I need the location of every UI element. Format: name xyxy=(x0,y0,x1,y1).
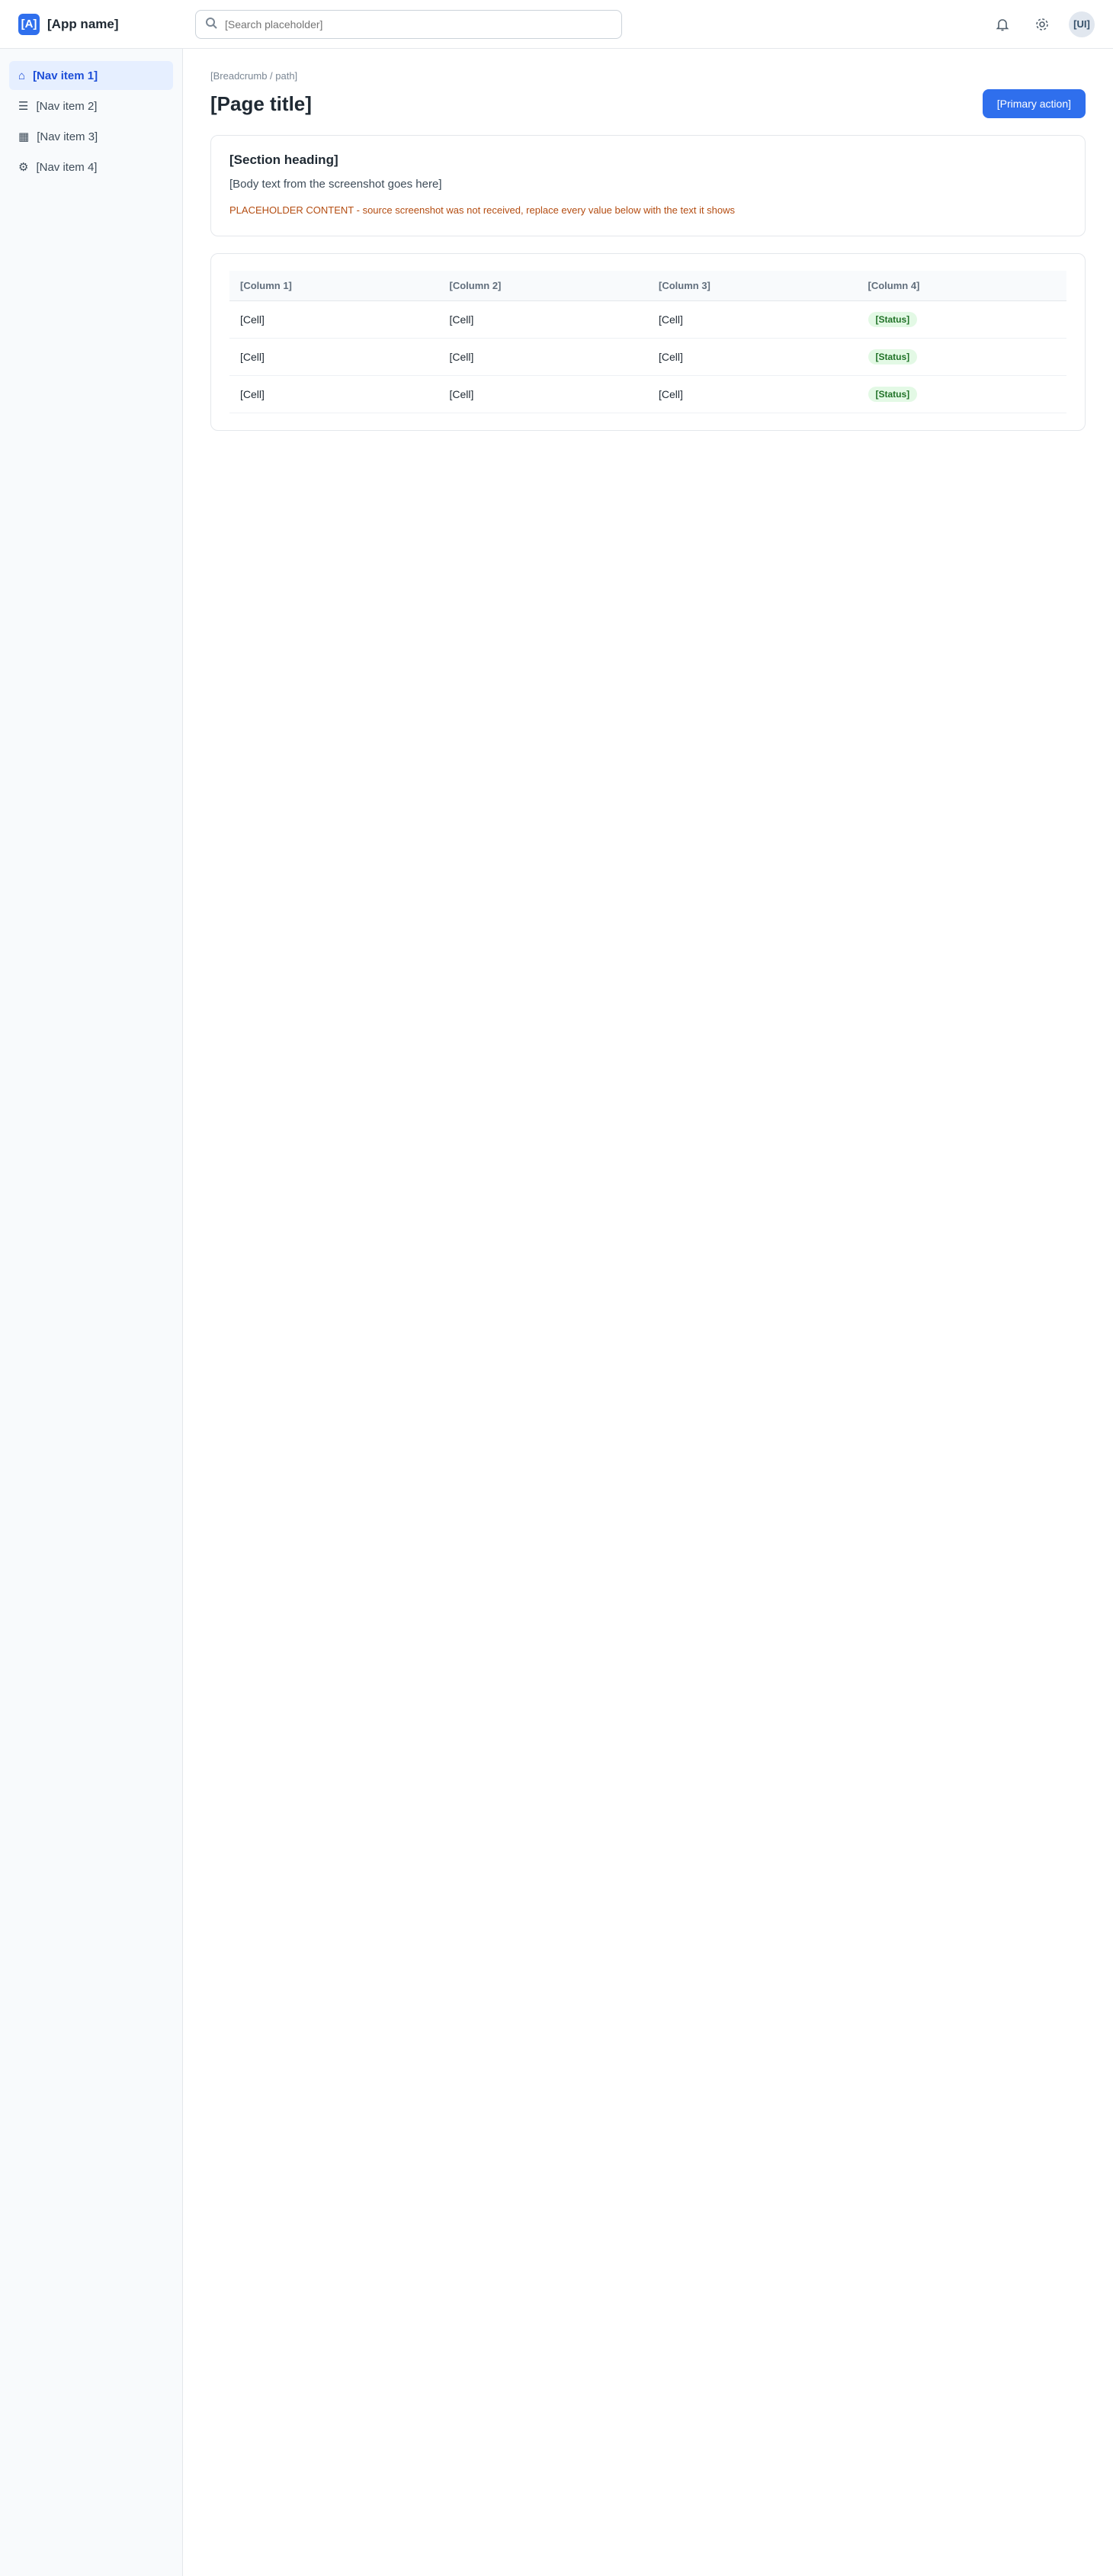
breadcrumb[interactable]: [Breadcrumb / path] xyxy=(210,70,298,82)
placeholder-notice: PLACEHOLDER CONTENT - source screenshot was not received, replace every value below with the text it shows xyxy=(229,204,736,216)
avatar[interactable]: [UI] xyxy=(1069,11,1095,37)
table-row[interactable] xyxy=(229,300,1066,338)
sidebar-item-label: [Nav item 2] xyxy=(36,99,98,113)
header-actions xyxy=(990,11,1095,37)
sidebar-item-4[interactable] xyxy=(9,153,173,181)
column-header[interactable]: [Column 1] xyxy=(229,271,439,301)
table-row[interactable] xyxy=(229,375,1066,413)
brand[interactable] xyxy=(18,14,183,35)
search-icon xyxy=(205,17,217,32)
sidebar-item-3[interactable] xyxy=(9,122,173,151)
column-header[interactable]: [Column 2] xyxy=(439,271,649,301)
sidebar-item-1[interactable] xyxy=(9,61,173,90)
primary-action-button[interactable]: [Primary action] xyxy=(983,89,1086,118)
table-cell xyxy=(858,300,1067,338)
table-cell xyxy=(858,338,1067,375)
sidebar-item-2[interactable] xyxy=(9,92,173,120)
panel-heading: [Section heading] xyxy=(229,153,338,167)
table-panel xyxy=(210,253,1086,431)
table-cell: [Cell] xyxy=(229,338,439,375)
sidebar-item-label: [Nav item 1] xyxy=(33,69,98,82)
panel-body: [Body text from the screenshot goes here] xyxy=(229,178,442,191)
app-shell xyxy=(0,49,1113,2576)
table-row[interactable] xyxy=(229,338,1066,375)
table-cell: [Cell] xyxy=(439,300,649,338)
status-badge: [Status] xyxy=(868,349,918,365)
table-cell xyxy=(858,375,1067,413)
status-badge: [Status] xyxy=(868,387,918,402)
gear-icon[interactable] xyxy=(1029,11,1055,37)
info-panel xyxy=(210,135,1086,236)
gear-icon: ⚙ xyxy=(18,161,29,174)
table-cell: [Cell] xyxy=(229,300,439,338)
sidebar xyxy=(0,49,183,2576)
table-header-row xyxy=(229,271,1066,301)
home-icon: ⌂ xyxy=(18,69,26,82)
table-cell: [Cell] xyxy=(648,375,858,413)
bell-icon[interactable] xyxy=(990,11,1015,37)
status-badge: [Status] xyxy=(868,312,918,327)
table-cell: [Cell] xyxy=(439,375,649,413)
column-header[interactable]: [Column 3] xyxy=(648,271,858,301)
table-cell: [Cell] xyxy=(648,300,858,338)
table-cell: [Cell] xyxy=(439,338,649,375)
column-header[interactable]: [Column 4] xyxy=(858,271,1067,301)
table-cell: [Cell] xyxy=(229,375,439,413)
data-table xyxy=(229,271,1066,413)
sidebar-item-label: [Nav item 4] xyxy=(36,160,98,174)
search-box xyxy=(195,10,622,39)
top-bar xyxy=(0,0,1113,49)
main-content xyxy=(183,49,1113,2576)
brand-name: [App name] xyxy=(47,16,119,31)
sidebar-item-label: [Nav item 3] xyxy=(37,130,98,143)
search-input[interactable] xyxy=(223,18,612,31)
page-title: [Page title] xyxy=(210,92,312,115)
brand-logo: [A] xyxy=(18,14,40,35)
title-row xyxy=(210,89,1086,118)
table-cell: [Cell] xyxy=(648,338,858,375)
list-icon: ☰ xyxy=(18,100,29,113)
chart-icon: ▦ xyxy=(18,130,30,143)
